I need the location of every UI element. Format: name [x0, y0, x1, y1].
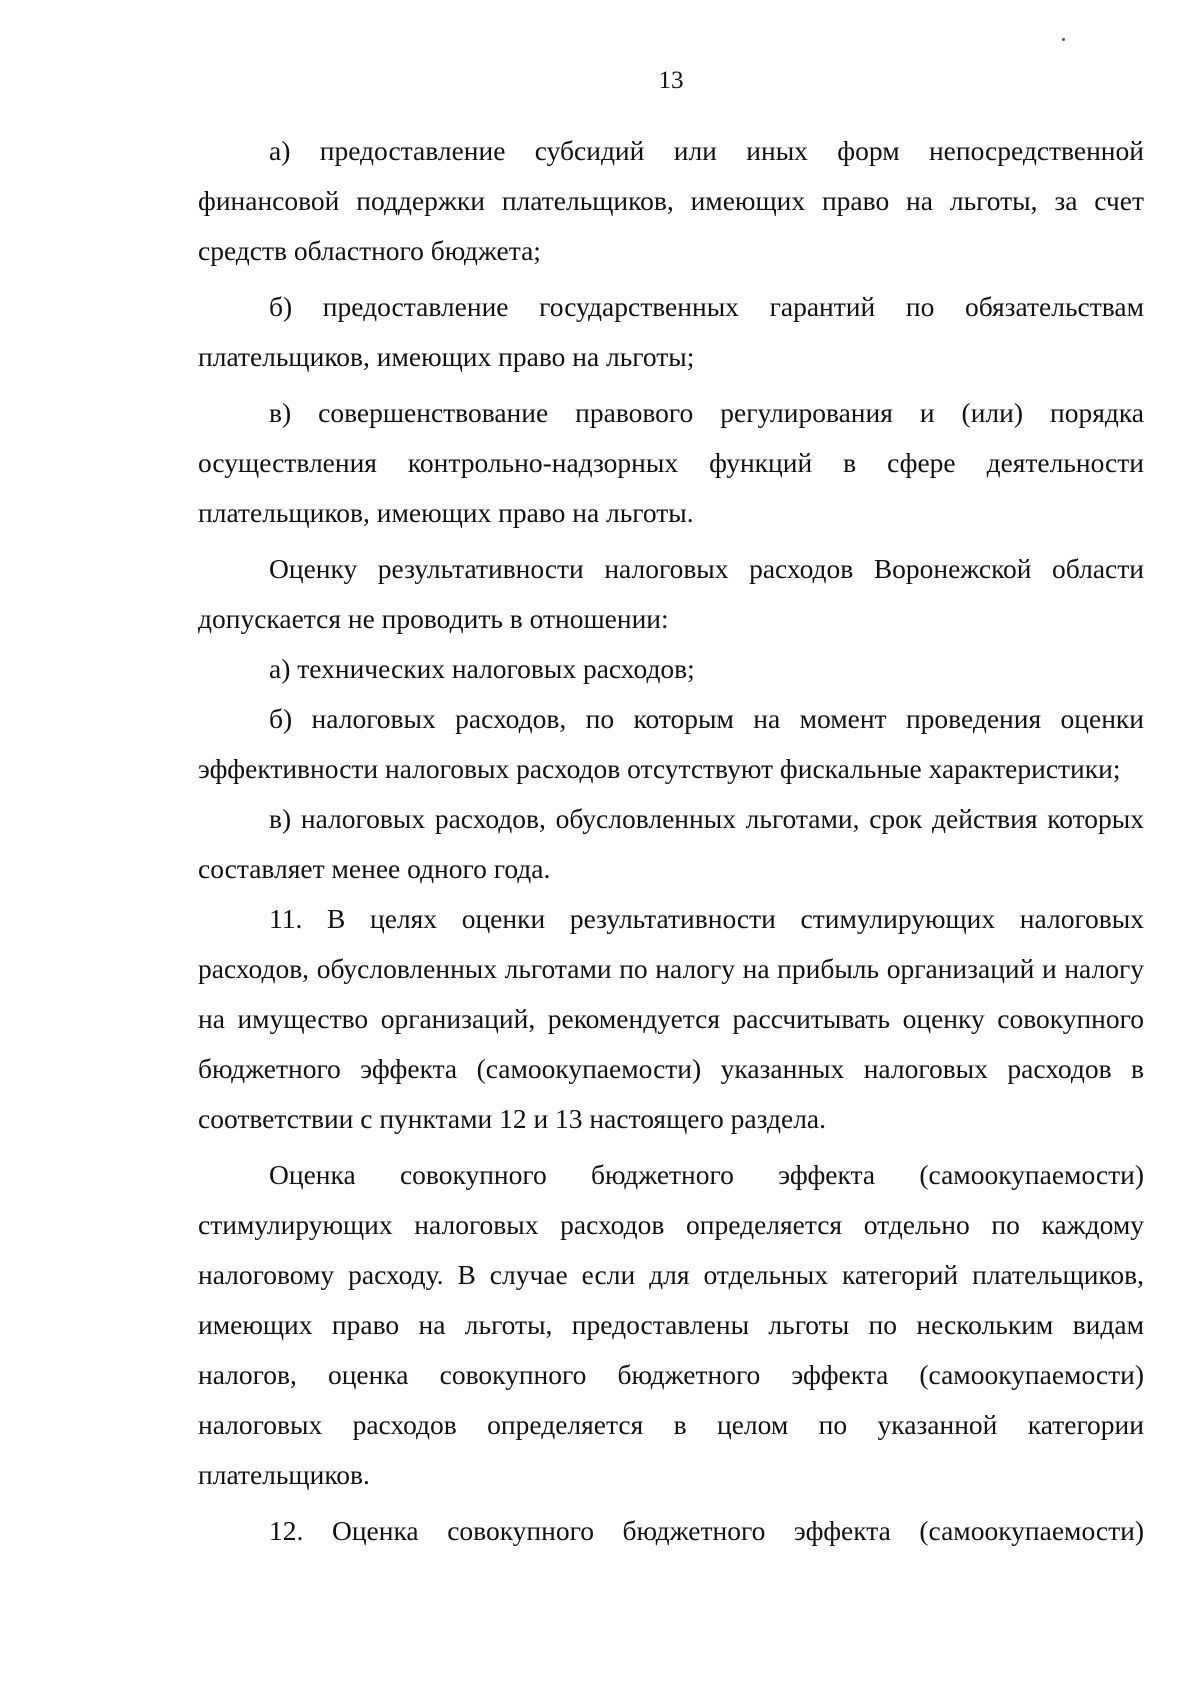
paragraph-a-subsidies: а) предоставление субсидий или иных форм непосредственной финансовой поддержки плательщиков, имеющих право на льготы, за счет средств областного бюджета; [198, 135, 1144, 266]
paragraph-assessment-exemptions: Оценку результативности налоговых расходов Воронежской области допускается не проводить в отношении: [198, 553, 1144, 634]
document-body [198, 126, 1144, 1556]
paragraph-b-no-fiscal: б) налоговых расходов, по которым на момент проведения оценки эффективности налоговых расходов отсутствуют фискальные характеристики; [198, 703, 1144, 784]
scan-speck [1062, 38, 1065, 41]
paragraph-b-guarantees: б) предоставление государственных гарантий по обязательствам плательщиков, имеющих право на льготы; [198, 291, 1144, 372]
paragraph-12: 12. Оценка совокупного бюджетного эффекта (самоокупаемости) [269, 1515, 1144, 1546]
paragraph-a-technical: а) технических налоговых расходов; [269, 653, 695, 684]
paragraph-v-regulation: в) совершенствование правового регулирования и (или) порядка осуществления контрольно-надзорных функций в сфере деятельности плательщиков, имеющих право на льготы. [198, 397, 1144, 528]
paragraph-v-short-term: в) налоговых расходов, обусловленных льготами, срок действия которых составляет менее одного года. [198, 803, 1144, 884]
page-number: 13 [658, 67, 684, 94]
paragraph-11: 11. В целях оценки результативности стимулирующих налоговых расходов, обусловленных льготами по налогу на прибыль организаций и налогу на имущество организаций, рекомендуется рассчитывать оценку совокупного бюджетного эффекта (самоокупаемости) указанных налоговых расходов в соответствии с пунктами 12 и 13 настоящего раздела. [198, 903, 1144, 1134]
paragraph-budget-effect: Оценка совокупного бюджетного эффекта (самоокупаемости) стимулирующих налоговых расходов определяется отдельно по каждому налоговому расходу. В случае если для отдельных категорий плательщиков, имеющих право на льготы, предоставлены льготы по нескольким видам налогов, оценка совокупного бюджетного эффекта (самоокупаемости) налоговых расходов определяется в целом по указанной категории плательщиков. [198, 1159, 1144, 1490]
